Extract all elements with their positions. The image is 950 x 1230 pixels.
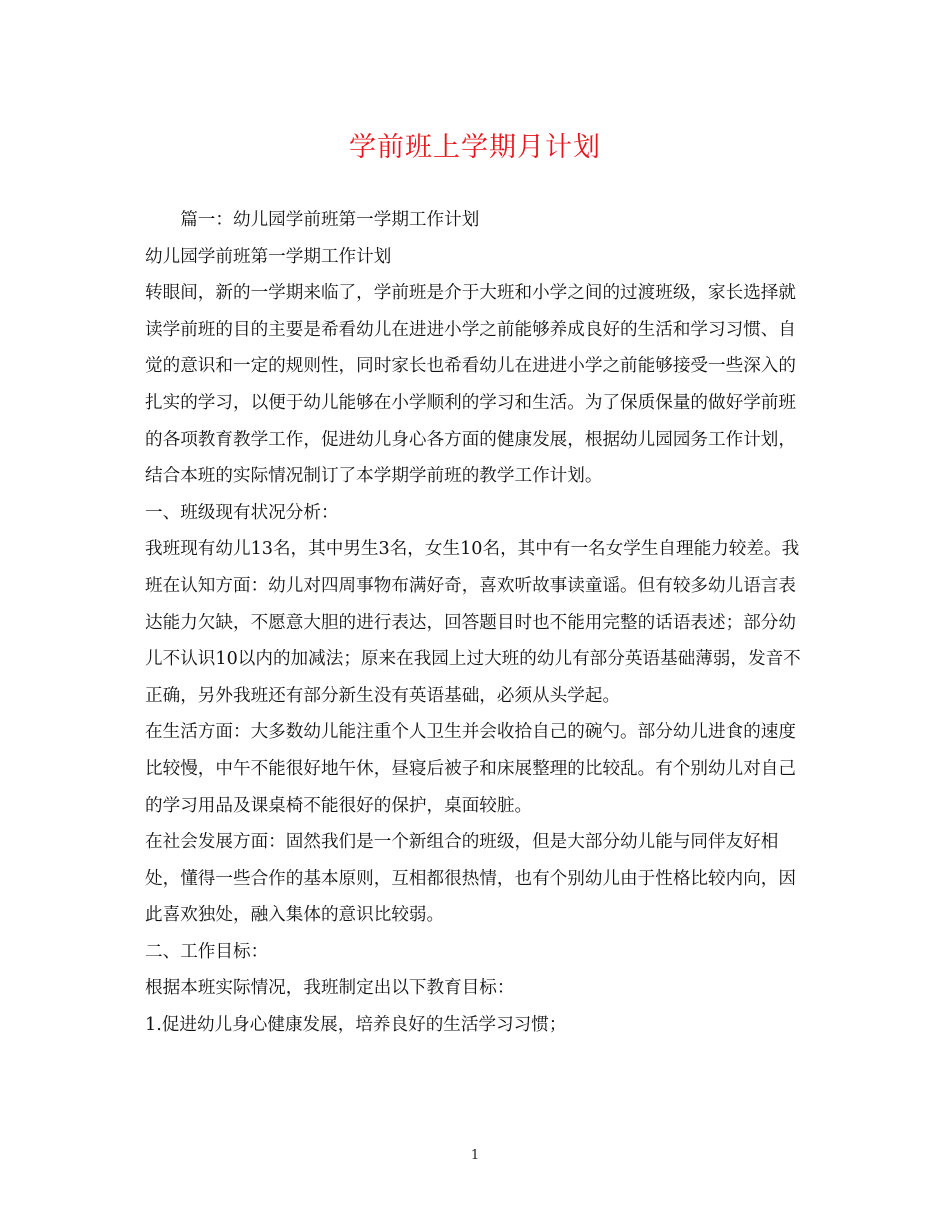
document-body (145, 202, 810, 1044)
document-title: 学前班上学期月计划 (349, 132, 601, 163)
paragraph-goals-intro: 根据本班实际情况，我班制定出以下教育目标： (145, 978, 515, 999)
subtitle: 幼儿园学前班第一学期工作计划 (145, 246, 392, 267)
heading-work-goals: 二、工作目标： (145, 941, 269, 962)
heading-class-analysis: 一、班级现有状况分析： (145, 502, 339, 523)
page-number: 1 (470, 1148, 480, 1163)
list-item-goal-1: 1.促进幼儿身心健康发展，培养良好的生活学习习惯； (145, 1015, 567, 1036)
section-heading: 篇一：幼儿园学前班第一学期工作计划 (180, 210, 480, 230)
paragraph-social: 在社会发展方面：固然我们是一个新组合的班级，但是大部分幼儿能与同伴友好相处，懂得一些合作的基本原则，互相都很热情，也有个别幼儿由于性格比较内向，因此喜欢独处，融入集体的意识比较弱。 (145, 832, 796, 926)
paragraph-life: 在生活方面：大多数幼儿能注重个人卫生并会收拾自己的碗勺。部分幼儿进食的速度比较慢，中午不能很好地午休，昼寝后被子和床展整理的比较乱。有个别幼儿对自己的学习用品及课桌椅不能很好的保护，桌面较脏。 (145, 722, 796, 816)
paragraph-intro: 转眼间，新的一学期来临了，学前班是介于大班和小学之间的过渡班级，家长选择就读学前班的目的主要是希看幼儿在进进小学之前能够养成良好的生活和学习习惯、自觉的意识和一定的规则性，同时家长也希看幼儿在进进小学之前能够接受一些深入的扎实的学习，以便于幼儿能够在小学顺利的学习和生活。为了保质保量的做好学前班的各项教育教学工作，促进幼儿身心各方面的健康发展，根据幼儿园园务工作计划，结合本班的实际情况制订了本学期学前班的教学工作计划。 (145, 283, 796, 487)
paragraph-cognition: 我班现有幼儿13名，其中男生3名，女生10名，其中有一名女学生自理能力较差。我班在认知方面：幼儿对四周事物布满好奇，喜欢听故事读童谣。但有较多幼儿语言表达能力欠缺，不愿意大胆的进行表达，回答题目时也不能用完整的话语表述；部分幼儿不认识10以内的加减法；原来在我园上过大班的幼儿有部分英语基础薄弱，发音不正确，另外我班还有部分新生没有英语基础，必须从头学起。 (145, 539, 801, 706)
